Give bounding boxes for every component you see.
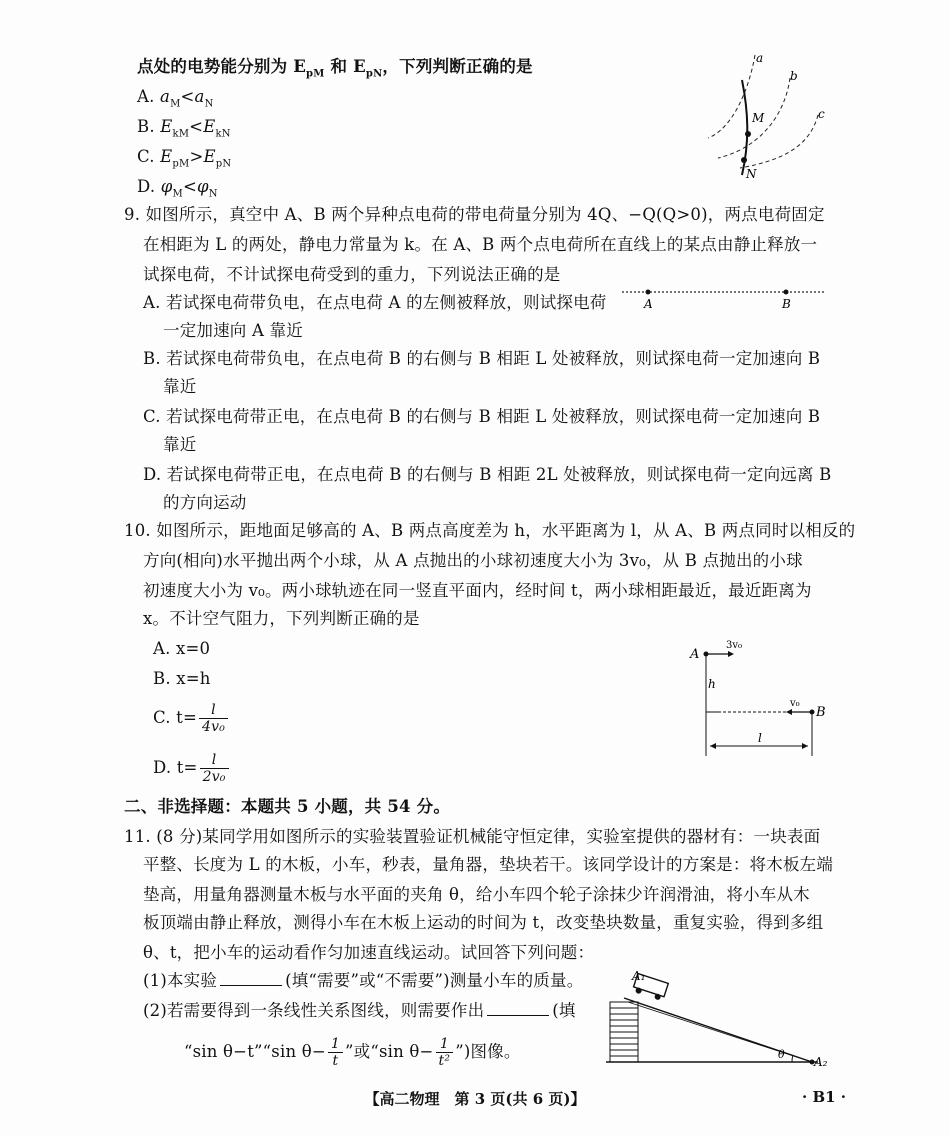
label-a2: A₂ [814, 1055, 828, 1069]
fig-label-a: A [690, 647, 700, 662]
q8-option-d: D. $\varphi_M<\varphi_N$ [137, 177, 218, 200]
charge-a-dot [646, 290, 651, 295]
q10-projectile-figure [680, 636, 840, 762]
q11-line-3: 垫高，用量角器测量木板与水平面的夹角 θ，给小车四个轮子涂抹少许润滑油，将小车从木 [143, 885, 810, 904]
q9-option-d-1: D. 若试探电荷带正电，在点电荷 B 的右侧与 B 相距 2L 处被释放，则试探电荷一定向远离 B [143, 465, 832, 484]
distance-arrow-left [710, 743, 716, 749]
answer-blank-1[interactable] [220, 971, 282, 986]
page-mark: · B1 · [802, 1088, 847, 1106]
fig-label-3v0: 3v₀ [726, 640, 743, 651]
q10-option-c-fraction: $\frac{l}{\text{4v₀}}$ [199, 702, 228, 735]
label-b: b [790, 69, 798, 83]
q9-option-b-1: B. 若试探电荷带负电，在点电荷 B 的右侧与 B 相距 L 处被释放，则试探电荷一定加速向 B [143, 349, 821, 368]
q8-field-figure [700, 50, 830, 185]
section-2-heading: 二、非选择题：本题共 5 小题，共 54 分。 [124, 797, 451, 816]
q10-line-3: 初速度大小为 v₀。两小球轨迹在同一竖直平面内，经时间 t，两小球相距最近，最近距离为 [143, 581, 812, 600]
charge-b-dot [784, 290, 789, 295]
q10-line-4: x。不计空气阻力，下列判断正确的是 [143, 609, 420, 628]
fig-label-v0: v₀ [790, 698, 800, 709]
point-m [745, 131, 751, 137]
fig-label-h: h [708, 677, 716, 691]
q10-line-2: 方向(相向)水平抛出两个小球，从 A 点抛出的小球初速度大小为 3v₀，从 B 点抛出的小球 [143, 551, 803, 570]
charge-b-label: B [782, 297, 791, 311]
support-blocks [610, 1002, 638, 1062]
page-footer: 【高二物理 第 3 页(共 6 页)】 [364, 1090, 586, 1108]
q11-incline-figure [606, 966, 836, 1078]
q10-option-d: D. t= $\frac{l}{\text{2v₀}}$ [153, 752, 231, 785]
q9-option-b-2: 靠近 [163, 377, 197, 396]
label-n: N [746, 167, 757, 181]
q11-subquestion-2-options: “sin θ−t”“sin θ− $\frac{1}{t}$ ”或“sin θ− $\frac{1}{\text{t²}}$ ”)图像。 [184, 1036, 521, 1069]
angle-arc [792, 1055, 793, 1062]
q10-option-d-fraction: $\frac{l}{\text{2v₀}}$ [200, 752, 229, 785]
fig-label-b: B [816, 705, 826, 720]
fraction-one-over-t: $\frac{1}{t}$ [328, 1036, 343, 1069]
charge-a-label: A [644, 297, 653, 311]
q8-stem-tail: 点处的电势能分别为 $E_{pM}$ 和 $E_{pN}$，下列判断正确的是 [137, 57, 533, 80]
fig-label-l: l [758, 731, 762, 745]
q9-option-a-2: 一定加速向 A 靠近 [163, 321, 303, 340]
q8-option-c: C. $E_{pM}>E_{pN}$ [137, 147, 232, 170]
q9-line-2: 在相距为 L 的两处，静电力常量为 k。在 A、B 两个点电荷所在直线上的某点由静止释放一 [143, 235, 818, 254]
point-n [741, 157, 747, 163]
q9-option-c-1: C. 若试探电荷带正电，在点电荷 B 的右侧与 B 相距 L 处被释放，则试探电荷一定加速向 B [143, 407, 821, 426]
q10-option-a: A. x=0 [153, 639, 211, 658]
q9-line-3: 试探电荷，不计试探电荷受到的重力，下列说法正确的是 [143, 265, 561, 284]
answer-blank-2[interactable] [487, 1001, 549, 1016]
distance-arrow-right [802, 743, 808, 749]
point-b-dot [810, 710, 815, 715]
q10-option-c: C. t= $\frac{l}{\text{4v₀}}$ [153, 702, 230, 735]
q9-line-1: 9. 如图所示，真空中 A、B 两个异种点电荷的带电荷量分别为 4Q、−Q(Q>0)，两点电荷固定 [124, 205, 825, 224]
q8-option-b: B. $E_{kM}<E_{kN}$ [137, 117, 231, 140]
q11-subquestion-2: (2)若需要得到一条线性关系图线，则需要作出 (填 [143, 1001, 576, 1020]
q8-option-a: A. $a_M<a_N$ [137, 87, 214, 110]
q11-line-4: 板顶端由静止释放，测得小车在木板上运动的时间为 t，改变垫块数量，重复实验，得到多组 [143, 913, 824, 932]
q9-option-c-2: 靠近 [163, 435, 197, 454]
arrowhead-a [728, 651, 734, 657]
q9-option-a-1: A. 若试探电荷带负电，在点电荷 A 的左侧被释放，则试探电荷 [143, 293, 607, 312]
q10-option-b: B. x=h [153, 669, 211, 688]
label-c: c [818, 107, 825, 121]
q11-subquestion-1: (1)本实验 (填“需要”或“不需要”)测量小车的质量。 [143, 971, 584, 990]
q9-option-d-2: 的方向运动 [163, 493, 247, 512]
q11-line-1: 11. (8 分)某同学用如图所示的实验装置验证机械能守恒定律，实验室提供的器材有：一块表面 [124, 827, 821, 846]
arrowhead-b [786, 709, 792, 715]
q11-line-2: 平整、长度为 L 的木板，小车，秒表，量角器，垫块若干。该同学设计的方案是：将木板左端 [143, 855, 834, 874]
q9-charges-figure [620, 282, 830, 312]
label-a: a [756, 51, 764, 65]
label-theta: θ [778, 1048, 785, 1061]
point-a-dot [704, 652, 709, 657]
q10-line-1: 10. 如图所示，距地面足够高的 A、B 两点高度差为 h，水平距离为 l，从 A、B 两点同时以相反的 [124, 521, 856, 540]
label-m: M [752, 111, 765, 125]
q11-line-5: θ、t，把小车的运动看作匀加速直线运动。试回答下列问题： [143, 943, 595, 962]
fraction-one-over-t-squared: $\frac{1}{\text{t²}}$ [436, 1036, 454, 1069]
label-a1: A₁ [632, 969, 646, 983]
